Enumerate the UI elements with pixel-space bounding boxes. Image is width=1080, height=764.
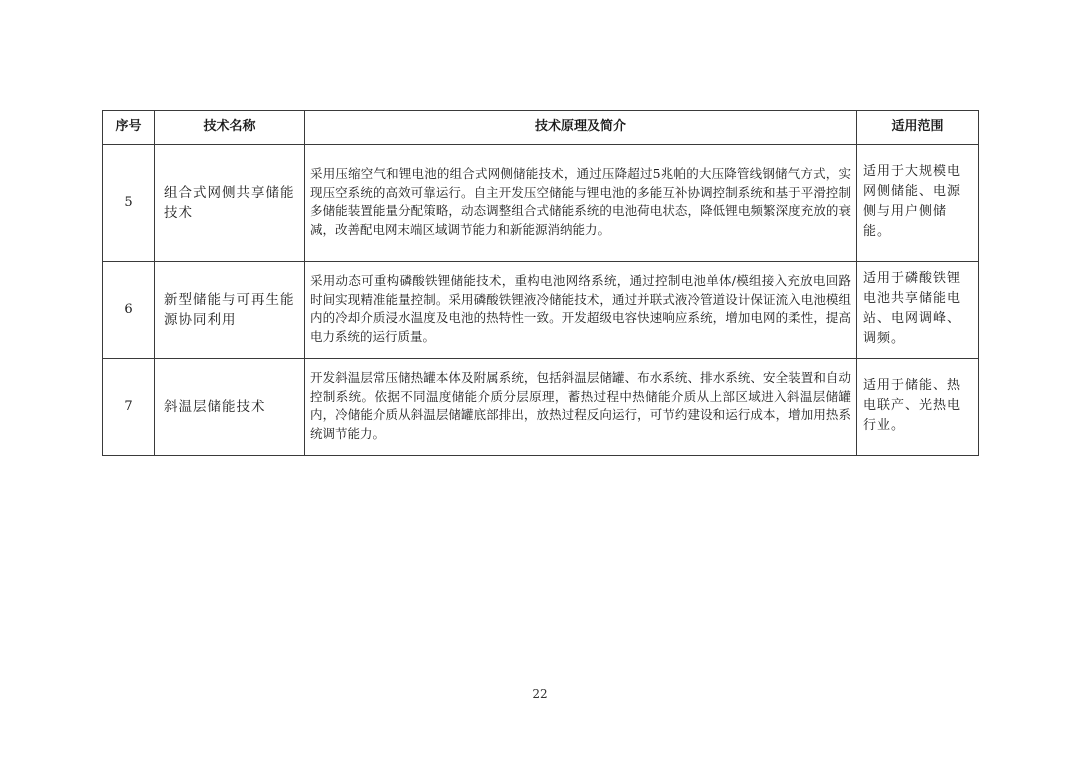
row-technology-name: 新型储能与可再生能源协同利用: [155, 262, 305, 359]
technology-table: [102, 110, 979, 456]
row-applicable-scope: 适用于大规模电网侧储能、电源侧与用户侧储能。: [857, 145, 979, 262]
row-serial-number: 7: [103, 359, 155, 456]
page-number: 22: [532, 687, 548, 701]
row-technology-description: 采用动态可重构磷酸铁锂储能技术，重构电池网络系统，通过控制电池单体/模组接入充放电回路时间实现精准能量控制。采用磷酸铁锂液冷储能技术，通过并联式液冷管道设计保证流入电池模组内的冷却介质浸水温度及电池的热特性一致。开发超级电容快速响应系统，增加电网的柔性，提高电力系统的运行质量。: [305, 262, 857, 359]
row-serial-number: 5: [103, 145, 155, 262]
table-header-row: [103, 111, 979, 145]
table-row: [103, 359, 979, 456]
header-technology-name: 技术名称: [155, 111, 305, 145]
row-applicable-scope: 适用于储能、热电联产、光热电行业。: [857, 359, 979, 456]
row-technology-name: 组合式网侧共享储能技术: [155, 145, 305, 262]
row-serial-number: 6: [103, 262, 155, 359]
header-technology-description: 技术原理及简介: [305, 111, 857, 145]
table-row: [103, 145, 979, 262]
row-technology-description: 开发斜温层常压储热罐本体及附属系统，包括斜温层储罐、布水系统、排水系统、安全装置和自动控制系统。依据不同温度储能介质分层原理，蓄热过程中热储能介质从上部区域进入斜温层储罐内，冷储能介质从斜温层储罐底部排出，放热过程反向运行，可节约建设和运行成本，增加用热系统调节能力。: [305, 359, 857, 456]
row-technology-description: 采用压缩空气和锂电池的组合式网侧储能技术，通过压降超过5兆帕的大压降管线钢储气方式，实现压空系统的高效可靠运行。自主开发压空储能与锂电池的多能互补协调控制系统和基于平滑控制多储能装置能量分配策略，动态调整组合式储能系统的电池荷电状态，降低锂电频繁深度充放的衰减，改善配电网末端区域调节能力和新能源消纳能力。: [305, 145, 857, 262]
header-serial-number: 序号: [103, 111, 155, 145]
header-applicable-scope: 适用范围: [857, 111, 979, 145]
row-technology-name: 斜温层储能技术: [155, 359, 305, 456]
table-row: [103, 262, 979, 359]
row-applicable-scope: 适用于磷酸铁锂电池共享储能电站、电网调峰、调频。: [857, 262, 979, 359]
